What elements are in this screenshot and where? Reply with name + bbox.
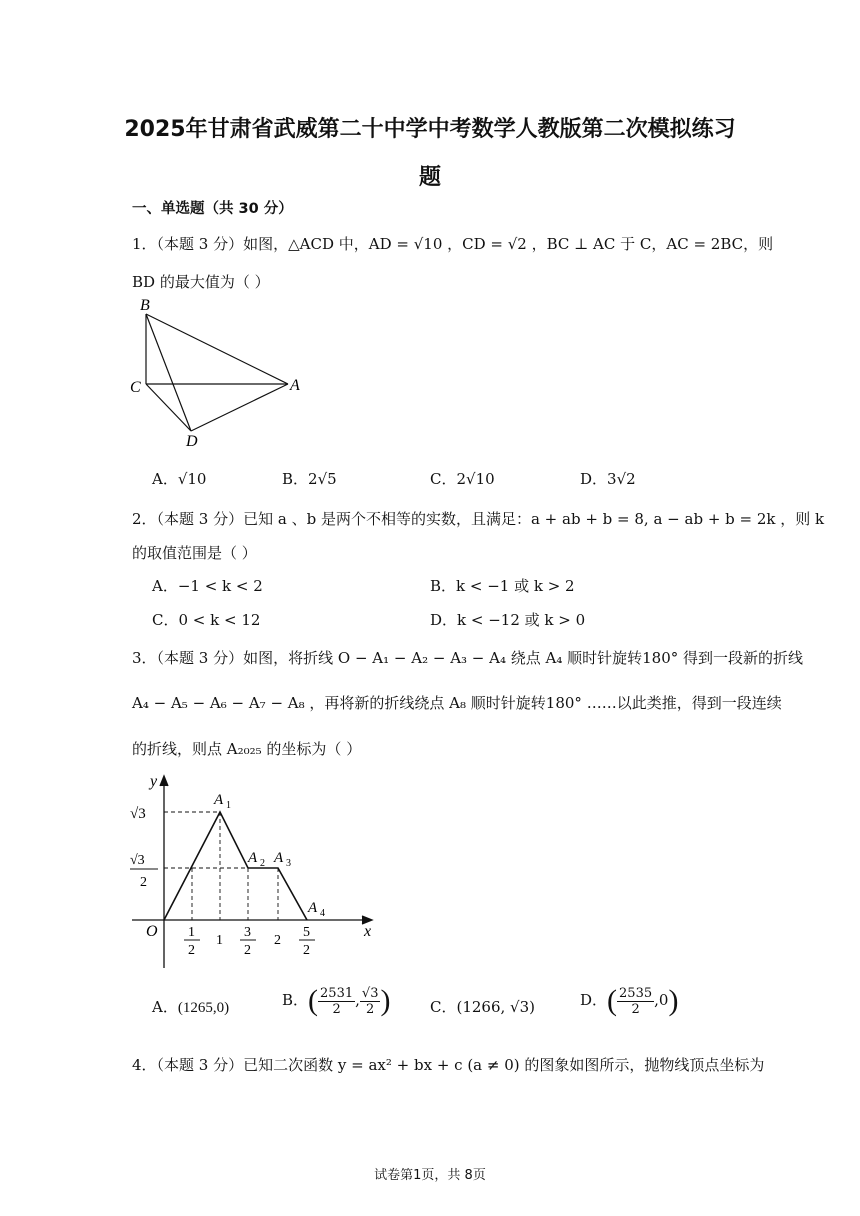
x-tick-five-halves-den: 2 [303, 943, 310, 958]
label-C: C [130, 379, 141, 396]
q2-option-b[interactable]: B．k < −1 或 k > 2 [430, 577, 575, 595]
q2-option-a[interactable]: A．−1 < k < 2 [152, 577, 263, 595]
q2-option-c[interactable]: C．0 < k < 12 [152, 611, 261, 629]
q3-option-d-tail: ,0 [654, 991, 669, 1009]
label-A: A [290, 377, 300, 394]
x-tick-one: 1 [216, 933, 223, 948]
x-axis-label: x [364, 923, 372, 940]
q3-option-a-letter: A． [152, 998, 178, 1016]
q3-stem-line2: A₄ − A₅ − A₆ − A₇ − A₈ ，再将新的折线绕点 A₈ 顺时针旋转180° ……以此类推，得到一段连续 [132, 694, 782, 712]
q3-option-a[interactable] [152, 996, 229, 1017]
q4-stem-line1: 4．（本题 3 分）已知二次函数 y = ax² + bx + c (a ≠ 0) 的图象如图所示，抛物线顶点坐标为 [132, 1056, 765, 1074]
point-A3-sub: 3 [286, 858, 291, 869]
q3-option-b-den: 2 [332, 1001, 341, 1017]
q1-option-b[interactable]: B．2√5 [282, 470, 337, 488]
point-A3-label: A [274, 850, 284, 866]
point-A4-label: A [308, 900, 318, 916]
section-heading: 一、单选题（共 30 分） [132, 201, 293, 217]
q3-option-b-letter: B． [282, 991, 309, 1009]
q3-option-b-num: 2531 [320, 985, 354, 1001]
q3-option-d-den: 2 [631, 1001, 640, 1017]
x-tick-three-halves-den: 2 [244, 943, 251, 958]
q3-option-c-value: (1266, √3) [456, 998, 535, 1016]
q3-option-c[interactable] [430, 996, 535, 1017]
q3-option-b[interactable]: B．( $\frac{2531}{2}$ , $\frac{√3}{2}$ ) [282, 984, 391, 1017]
y-tick-half-sqrt3-den: 2 [140, 875, 147, 890]
q3-stem-line1: 3．（本题 3 分）如图，将折线 O − A₁ − A₂ − A₃ − A₄ 绕点 A₄ 顺时针旋转180° 得到一段新的折线 [132, 649, 804, 667]
label-D: D [186, 433, 198, 450]
q1-stem-line2: BD 的最大值为（ ） [132, 273, 270, 291]
q1-option-d[interactable]: D．3√2 [580, 470, 636, 488]
point-A2-label: A [248, 850, 258, 866]
q3-stem-line3: 的折线，则点 A₂₀₂₅ 的坐标为（ ） [132, 740, 362, 758]
label-B: B [140, 297, 150, 314]
q2-stem-line2: 的取值范围是（ ） [132, 544, 257, 562]
x-tick-half-num: 1 [188, 925, 195, 940]
q3-polyline-figure [126, 770, 386, 970]
q1-stem-line1: 1．（本题 3 分）如图，△ACD 中，AD = √10 ，CD = √2 ，BC ⊥ AC 于 C，AC = 2BC，则 [132, 235, 774, 253]
page-footer: 试卷第1页，共 8页 [374, 1168, 486, 1183]
y-tick-sqrt3: √3 [130, 806, 146, 822]
origin-label: O [146, 923, 158, 940]
q3-option-d-num: 2535 [619, 985, 653, 1001]
point-A1-sub: 1 [226, 800, 231, 811]
q3-option-d-letter: D． [580, 991, 608, 1009]
page-title-continued: 题 [418, 165, 441, 190]
x-tick-three-halves-num: 3 [244, 925, 251, 940]
q1-option-c[interactable]: C．2√10 [430, 470, 495, 488]
q3-option-b-den2: 2 [366, 1001, 375, 1017]
q2-option-d[interactable]: D．k < −12 或 k > 0 [430, 611, 586, 629]
point-A4-sub: 4 [320, 908, 325, 919]
y-tick-half-sqrt3-num: √3 [130, 853, 145, 868]
x-tick-two: 2 [274, 933, 281, 948]
x-tick-half-den: 2 [188, 943, 195, 958]
point-A2-sub: 2 [260, 858, 265, 869]
q1-option-a[interactable]: A．√10 [152, 470, 207, 488]
q2-stem-line1: 2．（本题 3 分）已知 a 、b 是两个不相等的实数，且满足：a + ab + b = 8, a − ab + b = 2k ，则 k [132, 510, 825, 528]
q1-triangle-figure [126, 296, 316, 451]
q3-option-d[interactable]: D．( $\frac{2535}{2}$ ,0) [580, 984, 679, 1017]
point-A1-label: A [214, 792, 224, 808]
x-tick-five-halves-num: 5 [303, 925, 310, 940]
q3-option-a-value: (1265,0) [177, 1000, 230, 1016]
q3-option-b-num2: √3 [361, 985, 379, 1001]
page-title: 2025年甘肃省武威第二十中学中考数学人教版第二次模拟练习 [124, 117, 736, 142]
q3-option-c-letter: C． [430, 998, 457, 1016]
y-axis-label: y [150, 773, 158, 790]
